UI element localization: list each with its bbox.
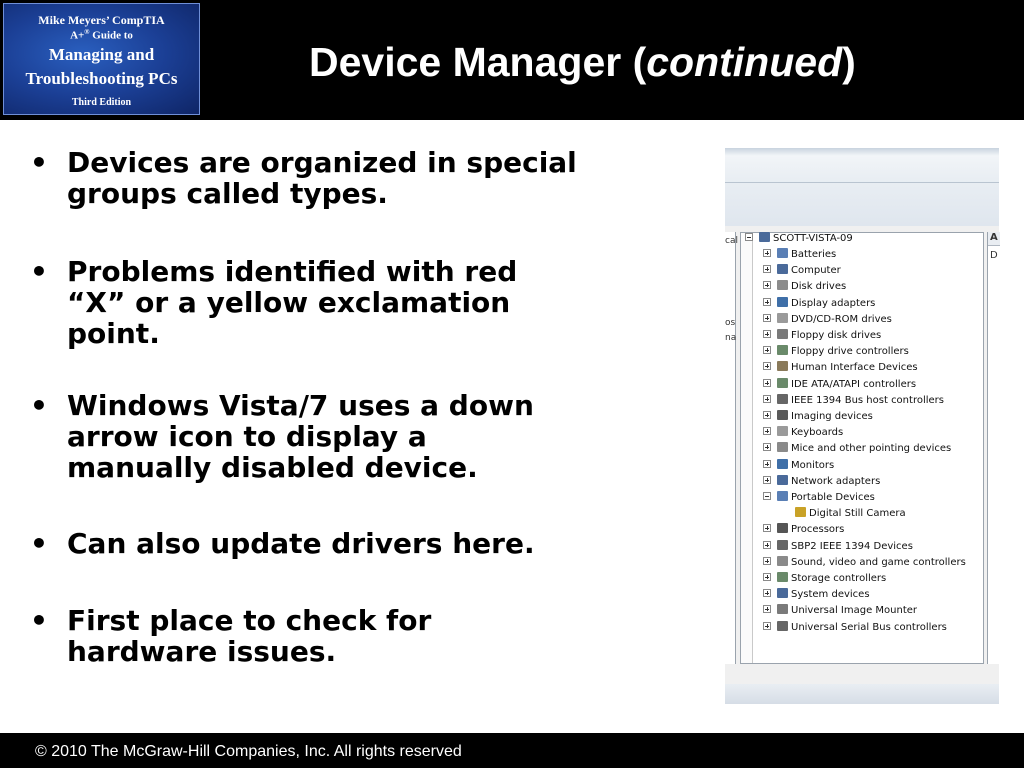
tree-item-label: Display adapters: [791, 298, 876, 309]
tree-item[interactable]: [763, 394, 944, 410]
bullet-marker: •: [30, 527, 48, 560]
expand-icon[interactable]: [763, 427, 771, 435]
tree-item[interactable]: [763, 572, 886, 588]
tree-item-label: Processors: [791, 524, 845, 535]
tree-item-label: Portable Devices: [791, 492, 875, 503]
tree-item[interactable]: [763, 426, 843, 442]
network-adapter-icon: [777, 475, 788, 485]
expand-icon[interactable]: [763, 557, 771, 565]
tree-item[interactable]: [763, 523, 844, 539]
hid-icon: [777, 361, 788, 371]
tree-item[interactable]: [763, 378, 916, 394]
cover-series: Mike Meyers’ CompTIA: [38, 13, 165, 27]
slide-footer: [0, 733, 1024, 768]
bullet-item: • First place to check for hardware issues.: [30, 604, 432, 668]
processor-icon: [777, 523, 788, 533]
tree-item[interactable]: [763, 410, 873, 426]
right-pane: A D: [987, 232, 999, 664]
collapse-icon[interactable]: [763, 492, 771, 500]
expand-icon[interactable]: [763, 460, 771, 468]
dvd-drive-icon: [777, 313, 788, 323]
tree-item[interactable]: [763, 491, 875, 507]
expand-icon[interactable]: [763, 573, 771, 581]
tree-item[interactable]: [763, 540, 913, 556]
tree-item-label: SBP2 IEEE 1394 Devices: [791, 541, 913, 552]
tree-item-label: Imaging devices: [791, 411, 873, 422]
imaging-device-icon: [777, 410, 788, 420]
tree-item-label: Monitors: [791, 460, 835, 471]
tree-item-label: Digital Still Camera: [809, 508, 906, 519]
tree-item-label: Computer: [791, 265, 841, 276]
tree-item-label: Floppy disk drives: [791, 330, 882, 341]
expand-icon[interactable]: [763, 411, 771, 419]
expand-icon[interactable]: [763, 265, 771, 273]
tree-item-label: Universal Image Mounter: [791, 605, 918, 616]
tree-item-label: Disk drives: [791, 281, 847, 292]
tree-item-label: Network adapters: [791, 476, 881, 487]
display-adapter-icon: [777, 297, 788, 307]
tree-item-label: IDE ATA/ATAPI controllers: [791, 379, 917, 390]
tree-item[interactable]: [763, 556, 966, 572]
device-manager-screenshot: [725, 148, 999, 704]
expand-icon[interactable]: [763, 249, 771, 257]
collapse-icon[interactable]: [745, 233, 753, 241]
monitor-icon: [777, 459, 788, 469]
tree-item-label: Sound, video and game controllers: [791, 557, 966, 568]
mouse-icon: [777, 442, 788, 452]
sound-icon: [777, 556, 788, 566]
cover-guide-line: A+® Guide to: [70, 28, 133, 42]
sbp2-icon: [777, 540, 788, 550]
expand-icon[interactable]: [763, 330, 771, 338]
expand-icon[interactable]: [763, 589, 771, 597]
tree-item[interactable]: [763, 459, 834, 475]
tree-root-computer[interactable]: SCOTT-VISTA-09: [745, 232, 853, 248]
expand-icon[interactable]: [763, 622, 771, 630]
tree-item[interactable]: [763, 264, 841, 280]
tree-item-label: Human Interface Devices: [791, 362, 918, 373]
expand-icon[interactable]: [763, 476, 771, 484]
bullet-marker: •: [30, 146, 48, 179]
bullet-marker: •: [30, 389, 48, 422]
tree-item-label: IEEE 1394 Bus host controllers: [791, 395, 944, 406]
ieee1394-icon: [777, 394, 788, 404]
tree-gutter: [741, 233, 753, 663]
tree-item-label: Universal Serial Bus controllers: [791, 622, 947, 633]
bullet-item: • Devices are organized in special groups called types.: [30, 146, 577, 210]
bullet-item: • Problems identified with red “X” or a yellow exclamation point.: [30, 255, 518, 350]
tree-item[interactable]: [763, 621, 947, 637]
usb-icon: [777, 621, 788, 631]
keyboard-icon: [777, 426, 788, 436]
window-toolbar-area: [725, 148, 999, 226]
slide-title: Device Manager (continued): [309, 39, 856, 85]
tree-item-label: Keyboards: [791, 427, 844, 438]
portable-device-icon: [777, 491, 788, 501]
disk-drive-icon: [777, 280, 788, 290]
tree-item-label: DVD/CD-ROM drives: [791, 314, 892, 325]
tree-item[interactable]: [763, 297, 875, 313]
tree-item[interactable]: [763, 280, 846, 296]
window-statusbar: [725, 684, 999, 704]
expand-icon[interactable]: [763, 395, 771, 403]
tree-item[interactable]: [763, 313, 892, 329]
expand-icon[interactable]: [763, 298, 771, 306]
tree-item-label: System devices: [791, 589, 870, 600]
book-cover-logo: [3, 3, 200, 115]
expand-icon[interactable]: [763, 379, 771, 387]
copyright-text: © 2010 The McGraw-Hill Companies, Inc. All rights reserved: [35, 743, 462, 760]
expand-icon[interactable]: [763, 524, 771, 532]
cover-title-line2: Troubleshooting PCs: [25, 69, 178, 88]
tree-item[interactable]: [763, 604, 917, 620]
tree-item-label: Floppy drive controllers: [791, 346, 909, 357]
cover-title-line1: Managing and: [48, 45, 155, 64]
floppy-disk-icon: [777, 329, 788, 339]
expand-icon[interactable]: [763, 362, 771, 370]
tree-item[interactable]: [795, 507, 906, 523]
camera-icon: [795, 507, 806, 517]
expand-icon[interactable]: [763, 605, 771, 613]
bullet-item: • Can also update drivers here.: [30, 527, 535, 560]
battery-icon: [777, 248, 788, 258]
expand-icon[interactable]: [763, 346, 771, 354]
tree-item[interactable]: [763, 442, 951, 458]
expand-icon[interactable]: [763, 314, 771, 322]
image-mounter-icon: [777, 604, 788, 614]
cover-edition: Third Edition: [71, 97, 132, 108]
tree-item[interactable]: [763, 475, 880, 491]
tree-item[interactable]: [763, 248, 836, 264]
bullet-item: • Windows Vista/7 uses a down arrow icon to display a manually disabled device.: [30, 389, 534, 484]
tree-item[interactable]: [763, 588, 870, 604]
tree-item-label: Mice and other pointing devices: [791, 443, 952, 454]
floppy-controller-icon: [777, 345, 788, 355]
computer-icon: [777, 264, 788, 274]
tree-item[interactable]: [763, 361, 918, 377]
tree-item-label: Batteries: [791, 249, 837, 260]
tree-item[interactable]: [763, 329, 881, 345]
expand-icon[interactable]: [763, 443, 771, 451]
slide-header: [0, 0, 1024, 120]
storage-controller-icon: [777, 572, 788, 582]
tree-item-label: Storage controllers: [791, 573, 887, 584]
expand-icon[interactable]: [763, 281, 771, 289]
expand-icon[interactable]: [763, 541, 771, 549]
tree-item[interactable]: [763, 345, 909, 361]
bullet-marker: •: [30, 255, 48, 288]
ide-controller-icon: [777, 378, 788, 388]
system-device-icon: [777, 588, 788, 598]
bullet-marker: •: [30, 604, 48, 637]
left-pane: cal os na: [725, 232, 736, 664]
computer-icon: [759, 232, 770, 242]
